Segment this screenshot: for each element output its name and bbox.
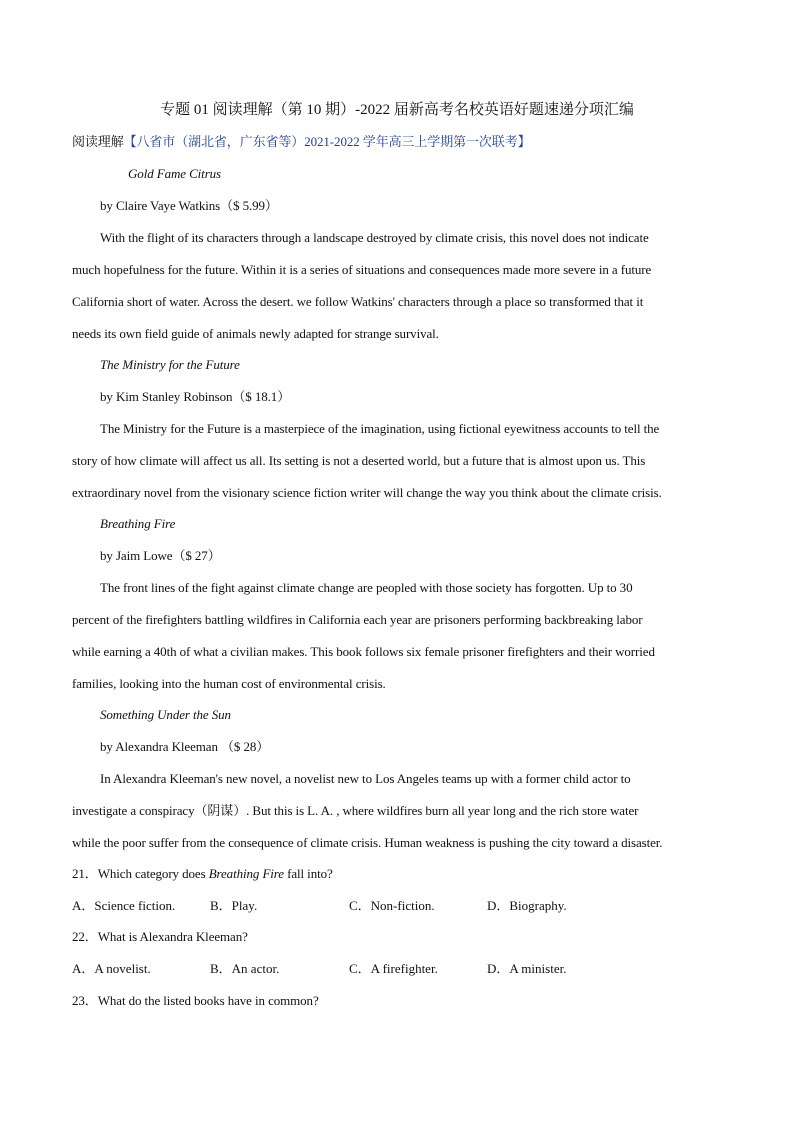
answer-option-b: B．An actor. <box>210 961 280 976</box>
answer-option-d: D．Biography. <box>487 898 567 913</box>
paragraph-line: story of how climate will affect us all. Its setting is not a deserted world, but a future that is almost upon us. This <box>72 453 646 468</box>
question-text: Which category does <box>97 866 209 881</box>
answer-option-a: A．A novelist. <box>72 961 151 976</box>
paragraph-line: In Alexandra Kleeman's new novel, a novelist new to Los Angeles teams up with a former child actor to <box>100 771 631 786</box>
paragraph-line: needs its own field guide of animals newly adapted for strange survival. <box>72 326 439 341</box>
paragraph-line: while earning a 40th of what a civilian makes. This book follows six female prisoner firefighters and their worried <box>72 644 655 659</box>
paragraph-line: California short of water. Across the desert. we follow Watkins' characters through a place so transformed that it <box>72 294 644 309</box>
paragraph-line: The front lines of the fight against climate change are peopled with those society has forgotten. Up to 30 <box>100 580 633 595</box>
question-text: fall into? <box>283 866 333 881</box>
book-title: Breathing Fire <box>100 516 176 531</box>
question-text-italic: Breathing Fire <box>208 866 284 881</box>
book-title: The Ministry for the Future <box>100 357 240 372</box>
question-stem <box>72 992 319 1010</box>
question-number: 23． <box>72 993 98 1008</box>
book-byline: by Jaim Lowe（$ 27） <box>100 548 221 563</box>
question-text: What is Alexandra Kleeman? <box>97 929 248 944</box>
section-label: 阅读理解 <box>72 134 124 149</box>
answer-option-c: C．A firefighter. <box>349 961 438 976</box>
page-title: 专题 01 阅读理解（第 10 期）-2022 届新高考名校英语好题速递分项汇编 <box>160 102 634 118</box>
section-source: 【八省市（湖北省，广东省等）2021-2022 学年高三上学期第一次联考】 <box>123 134 531 149</box>
paragraph-line: much hopefulness for the future. Within it is a series of situations and consequences made more severe in a future <box>72 262 652 277</box>
paragraph-line: while the poor suffer from the consequence of climate crisis. Human weakness is pushing the city toward a disaster. <box>72 835 663 850</box>
paragraph-line: investigate a conspiracy（阴谋）. But this is L. A. , where wildfires burn all year long and the rich store water <box>72 803 639 818</box>
paragraph-line: families, looking into the human cost of environmental crisis. <box>72 676 386 691</box>
answer-option-d: D．A minister. <box>487 961 567 976</box>
book-title: Gold Fame Citrus <box>128 166 222 181</box>
answer-option-c: C．Non-fiction. <box>349 898 435 913</box>
book-byline: by Claire Vaye Watkins（$ 5.99） <box>100 198 278 213</box>
question-stem <box>72 928 248 946</box>
question-text: What do the listed books have in common? <box>97 993 319 1008</box>
paragraph-line: With the flight of its characters through a landscape destroyed by climate crisis, this novel does not indicate <box>100 230 649 245</box>
paragraph-line: extraordinary novel from the visionary science fiction writer will change the way you think about the climate crisis. <box>72 485 662 500</box>
paragraph-line: The Ministry for the Future is a masterpiece of the imagination, using fictional eyewitness accounts to tell the <box>100 421 660 436</box>
question-stem <box>72 865 333 883</box>
section-heading <box>72 133 531 151</box>
answer-option-a: A．Science fiction. <box>72 898 176 913</box>
question-number: 22． <box>72 929 98 944</box>
answer-option-b: B．Play. <box>210 898 258 913</box>
book-title: Something Under the Sun <box>100 707 231 722</box>
book-byline: by Kim Stanley Robinson（$ 18.1） <box>100 389 291 404</box>
question-number: 21． <box>72 866 98 881</box>
paragraph-line: percent of the firefighters battling wildfires in California each year are prisoners performing backbreaking labor <box>72 612 643 627</box>
book-byline: by Alexandra Kleeman （$ 28） <box>100 739 270 754</box>
